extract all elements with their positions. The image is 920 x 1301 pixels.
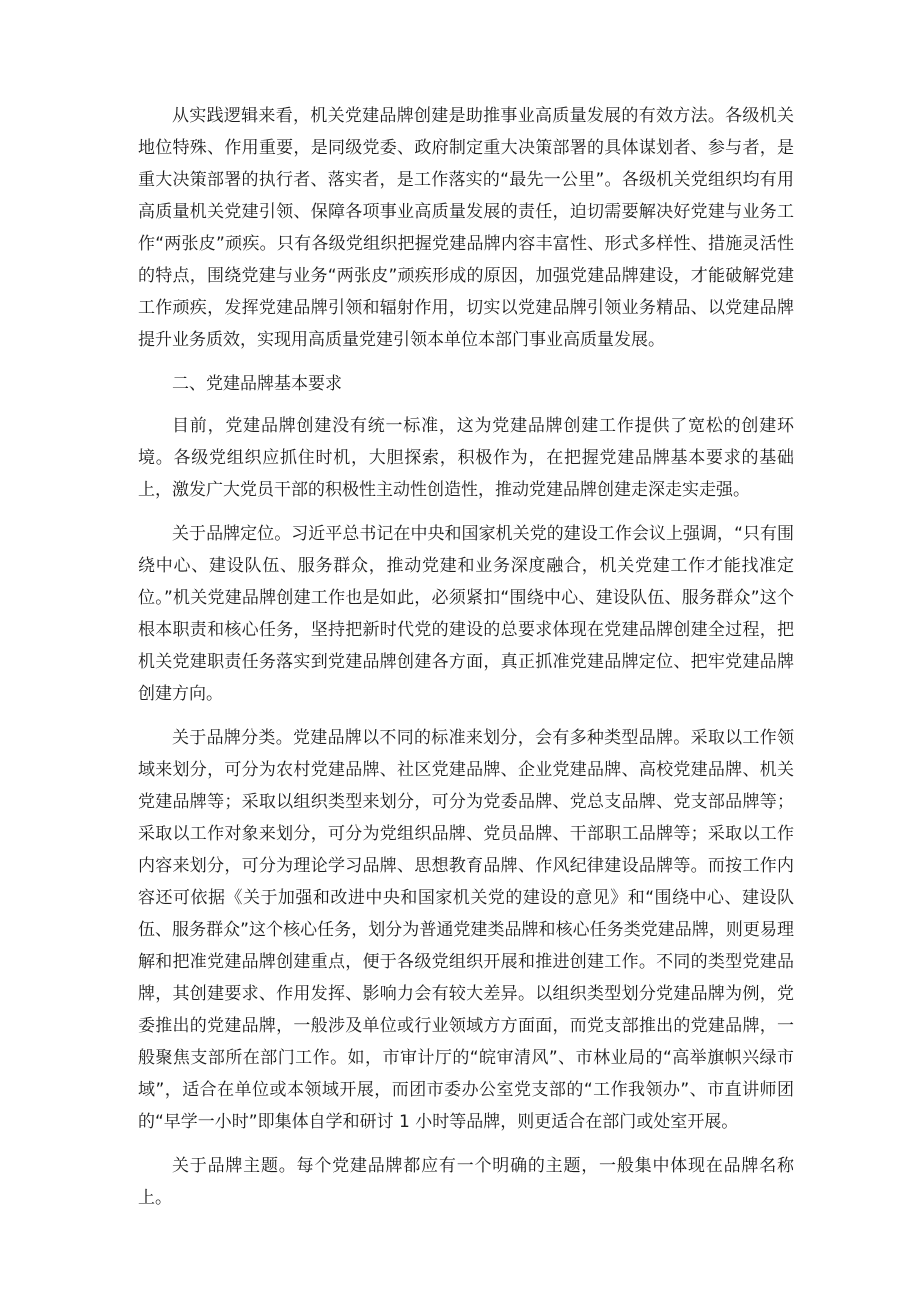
document-body <box>138 100 794 1226</box>
paragraph-brand-theme: 关于品牌主题。每个党建品牌都应有一个明确的主题，一般集中体现在品牌名称上。 <box>138 1156 794 1208</box>
paragraph-brand-positioning: 关于品牌定位。习近平总书记在中央和国家机关党的建设工作会议上强调，“只有围绕中心、建设队伍、服务群众，推动党建和业务深度融合，机关党建工作才能找准定位。”机关党建品牌创建工作也是如此，必须紧扣“围绕中心、建设队伍、服务群众”这个根本职责和核心任务，坚持把新时代党的建设的总要求体现在党建品牌创建全过程，把机关党建职责任务落实到党建品牌创建各方面，真正抓准党建品牌定位、把牢党建品牌创建方向。 <box>138 524 794 704</box>
paragraph-brand-classification: 关于品牌分类。党建品牌以不同的标准来划分，会有多种类型品牌。采取以工作领域来划分，可分为农村党建品牌、社区党建品牌、企业党建品牌、高校党建品牌、机关党建品牌等；采取以组织类型来划分，可分为党委品牌、党总支品牌、党支部品牌等；采取以工作对象来划分，可分为党组织品牌、党员品牌、干部职工品牌等；采取以工作内容来划分，可分为理论学习品牌、思想教育品牌、作风纪律建设品牌等。而按工作内容还可依据《关于加强和改进中央和国家机关党的建设的意见》和“围绕中心、建设队伍、服务群众”这个核心任务，划分为普通党建类品牌和核心任务类党建品牌，则更易理解和把准党建品牌创建重点，便于各级党组织开展和推进创建工作。不同的类型党建品牌，其创建要求、作用发挥、影响力会有较大差异。以组织类型划分党建品牌为例，党委推出的党建品牌，一般涉及单位或行业领域方方面面，而党支部推出的党建品牌，一般聚焦支部所在部门工作。如，市审计厅的“皖审清风”、市林业局的“高举旗帜兴绿市域”，适合在单位或本领域开展，而团市委办公室党支部的“工作我领办”、市直讲师团的“早学一小时”即集体自学和研讨 1 小时等品牌，则更适合在部门或处室开展。 <box>138 728 794 1132</box>
paragraph-current-status: 目前，党建品牌创建没有统一标准，这为党建品牌创建工作提供了宽松的创建环境。各级党组织应抓住时机，大胆探索，积极作为，在把握党建品牌基本要求的基础上，激发广大党员干部的积极性主动性创造性，推动党建品牌创建走深走实走强。 <box>138 416 794 500</box>
paragraph-practice-logic: 从实践逻辑来看，机关党建品牌创建是助推事业高质量发展的有效方法。各级机关地位特殊、作用重要，是同级党委、政府制定重大决策部署的具体谋划者、参与者，是重大决策部署的执行者、落实者，是工作落实的“最先一公里”。各级机关党组织均有用高质量机关党建引领、保障各项事业高质量发展的责任，迫切需要解决好党建与业务工作“两张皮”顽疾。只有各级党组织把握党建品牌内容丰富性、形式多样性、措施灵活性的特点，围绕党建与业务“两张皮”顽疾形成的原因，加强党建品牌建设，才能破解党建工作顽疾，发挥党建品牌引领和辐射作用，切实以党建品牌引领业务精品、以党建品牌提升业务质效，实现用高质量党建引领本单位本部门事业高质量发展。 <box>138 106 794 350</box>
section-heading-basic-requirements: 二、党建品牌基本要求 <box>172 374 342 394</box>
